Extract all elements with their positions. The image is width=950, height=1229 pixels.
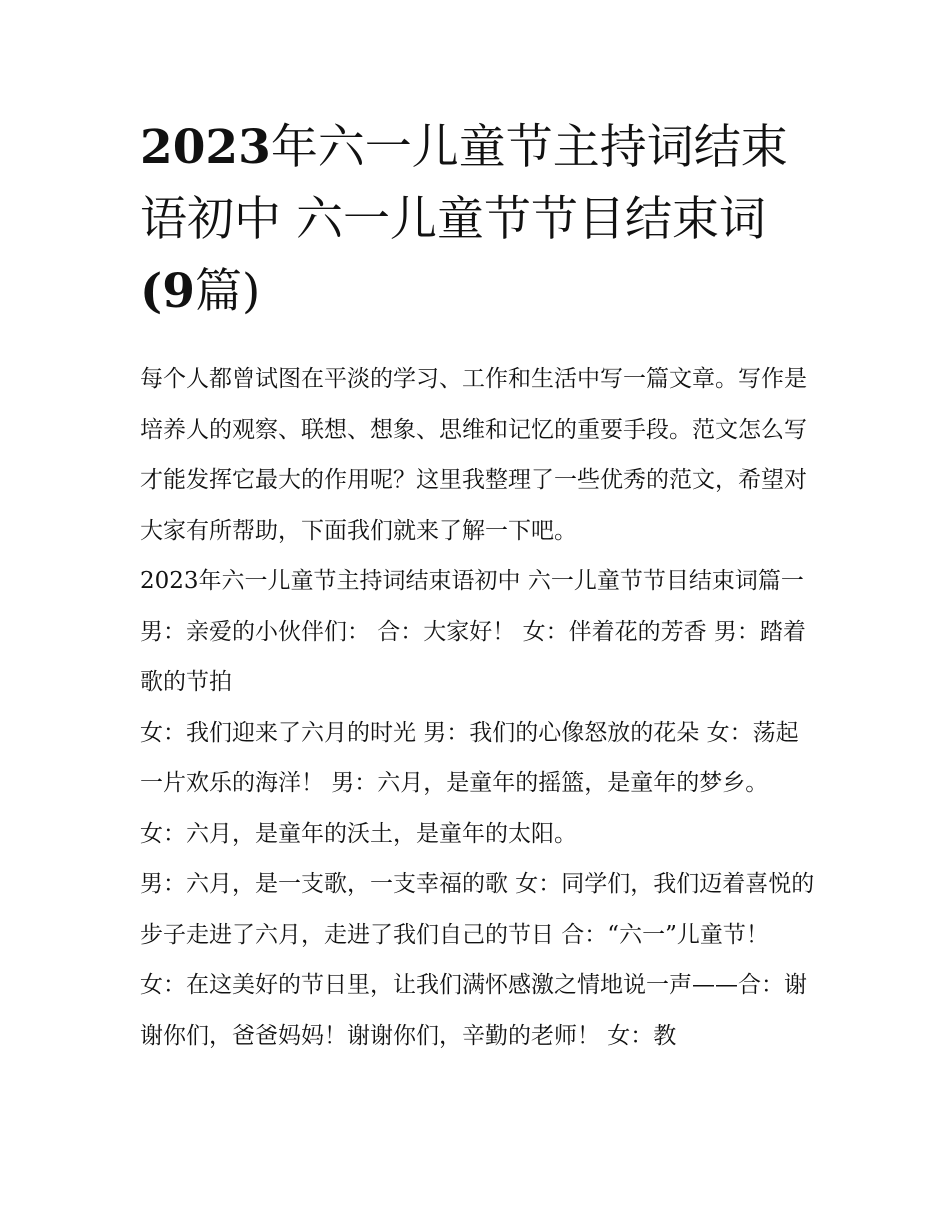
document-page <box>140 112 820 1061</box>
body-paragraph: 男：六月，是一支歌，一支幸福的歌 女：同学们，我们迈着喜悦的步子走进了六月，走进了我们自己的节日 合：“六一”儿童节！ <box>140 871 815 948</box>
intro-paragraph: 每个人都曾试图在平淡的学习、工作和生活中写一篇文章。写作是培养人的观察、联想、想象、思维和记忆的重要手段。范文怎么写才能发挥它最大的作用呢？这里我整理了一些优秀的范文，希望对大家有所帮助，下面我们就来了解一下吧。 <box>140 366 807 544</box>
title-count-number: (9 <box>140 264 195 319</box>
document-title <box>140 112 820 328</box>
title-main-text: 年六一儿童节主持词结束语初中 六一儿童节节目结束词 <box>140 120 788 247</box>
body-paragraph: 2023年六一儿童节主持词结束语初中 六一儿童节节目结束词篇一 男：亲爱的小伙伴们： 合：大家好！ 女：伴着花的芳香 男：踏着歌的节拍 <box>140 568 806 695</box>
title-year: 2023 <box>140 120 271 175</box>
body-paragraph: 女：我们迎来了六月的时光 男：我们的心像怒放的花朵 女：荡起一片欢乐的海洋！ 男：六月，是童年的摇篮，是童年的梦乡。 女：六月，是童年的沃土，是童年的太阳。 <box>140 719 799 847</box>
title-count-text: 篇) <box>194 264 261 319</box>
body-paragraph: 女：在这美好的节日里，让我们满怀感激之情地说一声——合：谢谢你们，爸爸妈妈！谢谢你们，辛勤的老师！ 女：教 <box>140 972 807 1049</box>
document-body <box>140 354 820 1061</box>
